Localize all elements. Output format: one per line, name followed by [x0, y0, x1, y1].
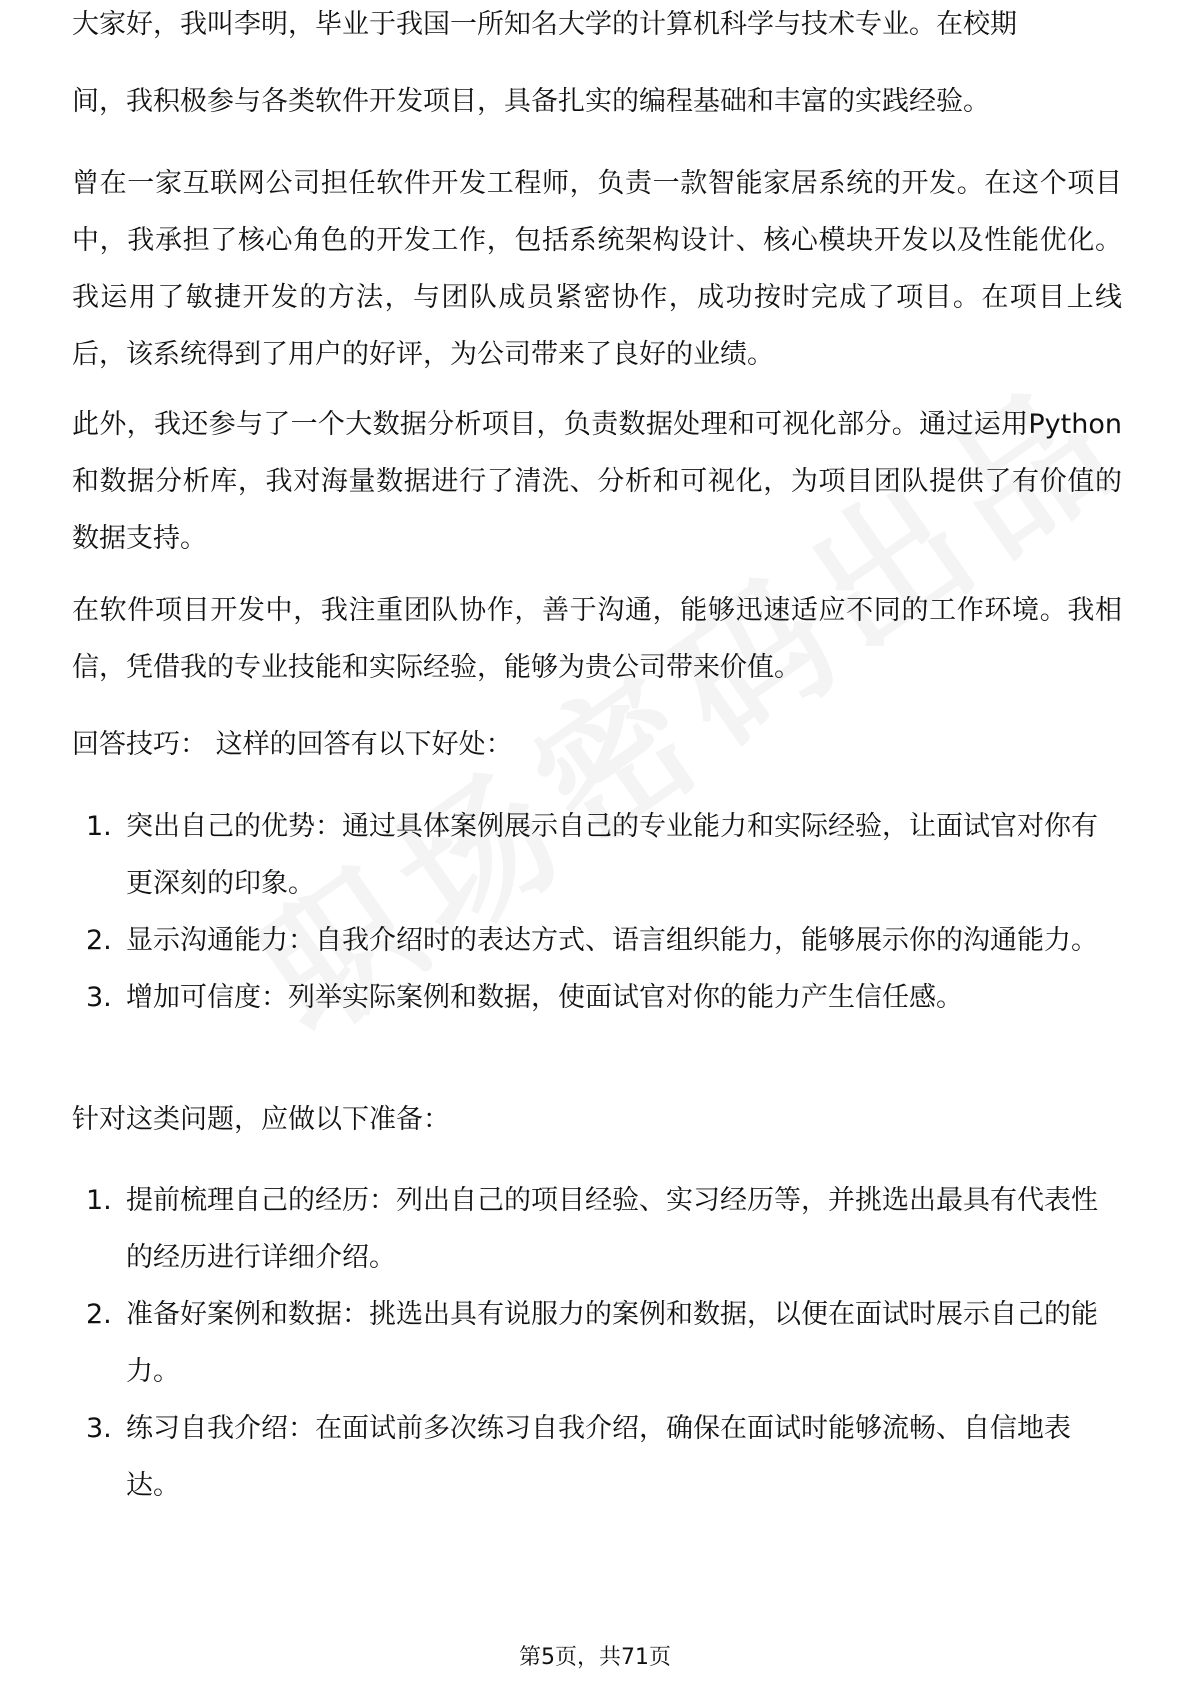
- cut-off-line: 大家好，我叫李明，毕业于我国一所知名大学的计算机科学与技术专业。在校期: [72, 9, 1017, 40]
- paragraph-teamwork: 在软件项目开发中，我注重团队协作，善于沟通，能够迅速适应不同的工作环境。我相信，凭借我的专业技能和实际经验，能够为贵公司带来价值。: [72, 595, 1122, 683]
- paragraph-intro-end: 间，我积极参与各类软件开发项目，具备扎实的编程基础和丰富的实践经验。: [72, 86, 990, 117]
- preparation-list: [72, 1172, 1122, 1514]
- list-item: 2. 准备好案例和数据：挑选出具有说服力的案例和数据，以便在面试时展示自己的能力。: [86, 1299, 1098, 1387]
- benefits-list: [72, 798, 1122, 1026]
- list-item: 3. 练习自我介绍：在面试前多次练习自我介绍，确保在面试时能够流畅、自信地表达。: [86, 1413, 1071, 1501]
- list-item: 1. 提前梳理自己的经历：列出自己的项目经验、实习经历等，并挑选出最具有代表性的经历进行详细介绍。: [86, 1185, 1098, 1273]
- preparation-heading: 针对这类问题，应做以下准备：: [72, 1104, 450, 1135]
- page-number-footer: 第5页，共71页: [519, 1645, 671, 1670]
- paragraph-big-data-project: 此外，我还参与了一个大数据分析项目，负责数据处理和可视化部分。通过运用Python和数据分析库，我对海量数据进行了清洗、分析和可视化，为项目团队提供了有价值的数据支持。: [72, 409, 1122, 554]
- list-item: 1. 突出自己的优势：通过具体案例展示自己的专业能力和实际经验，让面试官对你有更深刻的印象。: [86, 811, 1098, 899]
- answer-tips-heading: 回答技巧： 这样的回答有以下好处：: [72, 729, 513, 760]
- paragraph-work-experience: 曾在一家互联网公司担任软件开发工程师，负责一款智能家居系统的开发。在这个项目中，我承担了核心角色的开发工作，包括系统架构设计、核心模块开发以及性能优化。我运用了敏捷开发的方法，与团队成员紧密协作，成功按时完成了项目。在项目上线后，该系统得到了用户的好评，为公司带来了良好的业绩。: [72, 168, 1122, 370]
- list-item: 2. 显示沟通能力：自我介绍时的表达方式、语言组织能力，能够展示你的沟通能力。: [86, 925, 1098, 956]
- list-item: 3. 增加可信度：列举实际案例和数据，使面试官对你的能力产生信任感。: [86, 982, 963, 1013]
